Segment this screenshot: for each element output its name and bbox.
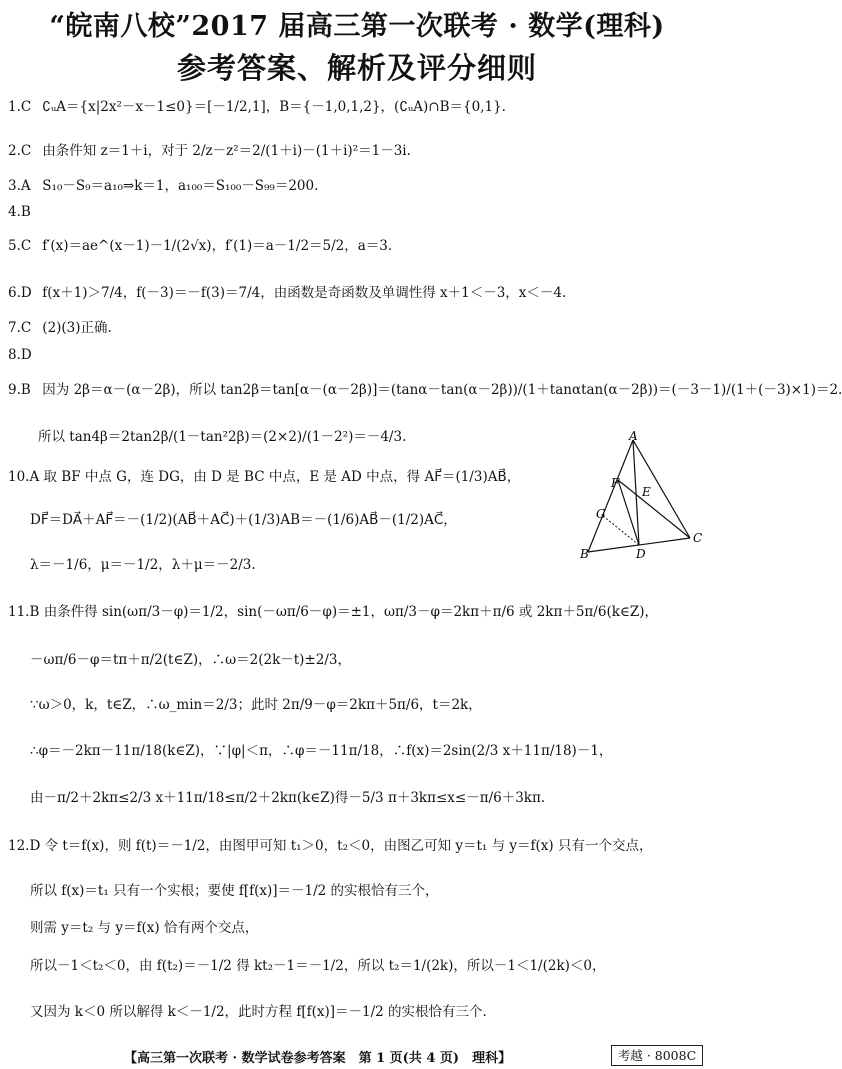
answer-7 bbox=[8, 318, 112, 338]
answer-11 bbox=[8, 602, 658, 622]
answer-12-line-5: 又因为 k＜0 所以解得 k＜－1/2，此时方程 f[f(x)]＝－1/2 的实根恰有三个. bbox=[30, 1004, 487, 1020]
answer-9-continuation: 所以 tan4β＝2tan2β/(1－tan²2β)＝(2×2)/(1－2²)＝－4/3. bbox=[38, 429, 407, 445]
answer-label: 12.D bbox=[8, 838, 41, 854]
answer-11-line-3: ∵ω＞0，k，t∈Z，∴ω_min＝2/3；此时 2π/9－φ＝2kπ＋5π/6，t＝2k， bbox=[30, 697, 482, 713]
answer-text: f′(x)＝ae^(x－1)－1/(2√x)，f′(1)＝a－1/2＝5/2，a＝3. bbox=[42, 238, 393, 254]
answer-9 bbox=[8, 380, 842, 400]
answer-label: 6.D bbox=[8, 285, 32, 301]
point-f-label: F bbox=[611, 476, 620, 490]
answer-12 bbox=[8, 836, 652, 856]
point-g-label: G bbox=[596, 507, 606, 521]
answer-text: ∁ᵤA＝{x|2x²－x－1≤0}＝[－1/2,1]，B＝{－1,0,1,2}，(∁ᵤA)∩B＝{0,1}. bbox=[42, 99, 506, 115]
point-a-label: A bbox=[629, 429, 638, 443]
answer-11-line-5: 由－π/2＋2kπ≤2/3 x＋11π/18≤π/2＋2kπ(k∈Z)得－5/3 π＋3kπ≤x≤－π/6＋3kπ. bbox=[30, 790, 546, 806]
segment-fc bbox=[618, 480, 690, 538]
segment-gd bbox=[603, 516, 639, 545]
answer-label: 9.B bbox=[8, 382, 31, 398]
answer-5 bbox=[8, 236, 392, 256]
answer-text: 取 BF 中点 G，连 DG，由 D 是 BC 中点，E 是 AD 中点，得 AF⃗＝(1/3)AB⃗， bbox=[43, 469, 521, 485]
answer-text: f(x＋1)＞7/4，f(－3)＝－f(3)＝7/4，由函数是奇函数及单调性得 x＋1＜－3，x＜－4. bbox=[42, 285, 567, 301]
point-d-label: D bbox=[636, 547, 646, 561]
answer-2 bbox=[8, 141, 411, 161]
answer-text: 令 t＝f(x)，则 f(t)＝－1/2，由图甲可知 t₁＞0，t₂＜0，由图乙可知 y＝t₁ 与 y＝f(x) 只有一个交点， bbox=[44, 838, 653, 854]
answer-label: 1.C bbox=[8, 99, 32, 115]
point-e-label: E bbox=[642, 485, 651, 499]
answer-label: 5.C bbox=[8, 238, 32, 254]
answer-label: 10.A bbox=[8, 469, 40, 485]
answer-11-line-4: ∴φ＝－2kπ－11π/18(k∈Z)，∵|φ|＜π，∴φ＝－11π/18，∴f(x)＝2sin(2/3 x＋11π/18)－1， bbox=[30, 743, 613, 759]
answer-12-line-4: 所以－1＜t₂＜0，由 f(t₂)＝－1/2 得 kt₂－1＝－1/2，所以 t₂＝1/(2k)，所以－1＜1/(2k)＜0， bbox=[30, 958, 606, 974]
page-footer: 【高三第一次联考 · 数学试卷参考答案 第 1 页(共 4 页) 理科】 bbox=[124, 1051, 512, 1066]
triangle-figure bbox=[580, 429, 704, 562]
answer-12-line-2: 所以 f(x)＝t₁ 只有一个实根；要使 f[f(x)]＝－1/2 的实根恰有三个， bbox=[30, 883, 439, 899]
answer-label: 4.B bbox=[8, 204, 31, 220]
document-title: “皖南八校”2017 届高三第一次联考 · 数学(理科) bbox=[49, 11, 665, 42]
point-c-label: C bbox=[693, 531, 703, 545]
answer-6 bbox=[8, 283, 566, 303]
answer-label: 11.B bbox=[8, 604, 40, 620]
answer-4 bbox=[8, 202, 38, 222]
answer-label: 2.C bbox=[8, 143, 32, 159]
document-subtitle: 参考答案、解析及评分细则 bbox=[176, 51, 537, 85]
answer-label: 7.C bbox=[8, 320, 32, 336]
answer-11-line-2: －ωπ/6－φ＝tπ＋π/2(t∈Z)，∴ω＝2(2k－t)±2/3， bbox=[30, 652, 351, 668]
answer-10-line-2: DF⃗＝DA⃗＋AF⃗＝－(1/2)(AB⃗＋AC⃗)＋(1/3)AB＝－(1/6)AB⃗－(1/2)AC⃗， bbox=[30, 512, 457, 528]
answer-8 bbox=[8, 345, 38, 365]
document-code: 考越 · 8008C bbox=[611, 1045, 703, 1066]
edge-ab bbox=[588, 440, 633, 552]
answer-3 bbox=[8, 176, 318, 196]
answer-10 bbox=[8, 467, 520, 487]
answer-12-line-3: 则需 y＝t₂ 与 y＝f(x) 恰有两个交点， bbox=[30, 920, 259, 936]
answer-text: 由条件知 z＝1＋i，对于 2/z－z²＝2/(1＋i)－(1＋i)²＝1－3i. bbox=[42, 143, 411, 159]
answer-text: 因为 2β＝α－(α－2β)，所以 tan2β＝tan[α－(α－2β)]＝(tanα－tan(α－2β))/(1＋tanαtan(α－2β))＝(－3－1)/(1＋(－3)×1)＝2. bbox=[42, 382, 842, 398]
answer-1 bbox=[8, 97, 506, 117]
answer-10-line-3: λ＝－1/6，μ＝－1/2，λ＋μ＝－2/3. bbox=[30, 557, 256, 573]
answer-text: (2)(3)正确. bbox=[42, 320, 112, 336]
answer-label: 3.A bbox=[8, 178, 31, 194]
answer-text: S₁₀－S₉＝a₁₀⇒k＝1，a₁₀₀＝S₁₀₀－S₉₉＝200. bbox=[42, 178, 319, 194]
answer-label: 8.D bbox=[8, 347, 32, 363]
answer-text: 由条件得 sin(ωπ/3－φ)＝1/2，sin(－ωπ/6－φ)＝±1，ωπ/3－φ＝2kπ＋π/6 或 2kπ＋5π/6(k∈Z)， bbox=[43, 604, 659, 620]
point-b-label: B bbox=[580, 547, 589, 561]
